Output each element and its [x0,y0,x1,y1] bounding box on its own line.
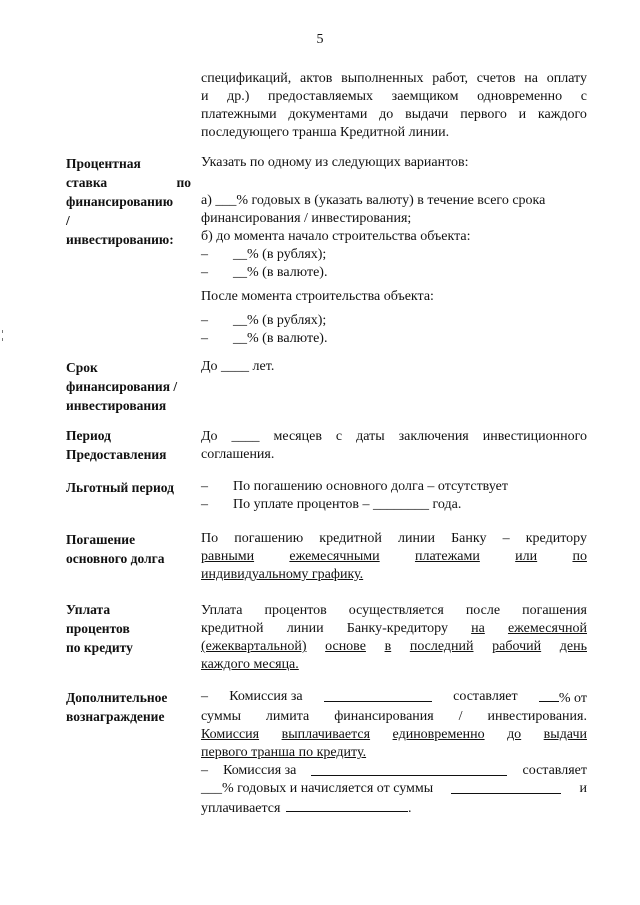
interest-heading: Указать по одному из следующих вариантов: [201,155,469,170]
word: По [201,531,219,546]
label-line: Процентная [66,156,141,171]
section-content [201,478,587,514]
payment-word: Банку-кредитору [346,621,448,636]
dash-marker: – [201,763,208,778]
intro-text [201,70,587,142]
section-label [66,358,191,415]
word: работ, [432,71,469,86]
section-label [66,600,191,657]
word: актов [300,71,333,86]
word: даты [356,429,385,444]
word: предоставляемых [268,89,374,104]
label-line: финансированию [66,194,174,209]
intro-line [201,70,587,88]
word: Комиссия [201,727,260,742]
section-label [66,426,191,464]
word: и [518,107,527,122]
label-line: основного долга [66,551,165,566]
word: погашения [522,603,587,618]
label-line: Предоставления [66,447,167,462]
word: Уплата [201,603,243,618]
dash-marker: – [201,497,208,512]
payment-line [201,620,587,638]
section-content [201,428,587,464]
rate-rub-item [201,246,587,264]
rate-cur-text: __% (в валюте). [233,265,328,280]
fee-text: составляет [453,689,518,704]
dash-marker: – [201,689,208,704]
section-label [66,688,191,726]
payment-word: ежемесячной [507,621,587,636]
word: с [335,429,343,444]
repayment-line [201,530,587,548]
grace-item-text: По уплате процентов – ________ года. [233,497,462,512]
word: выплачивается [281,727,371,742]
fee-line: первого транша по кредиту. [201,745,367,760]
payment-word: линии [286,621,324,636]
option-a-line: а) ___% годовых в (указать валюту) в течение всего срока [201,193,546,208]
fee-text: уплачивается [201,801,281,816]
word: и [201,89,209,104]
word: первого [460,107,507,122]
word: единовременно [392,727,485,742]
grace-item [201,496,587,514]
fee-line [201,708,587,726]
word: документами [288,107,368,122]
word: основе [325,639,366,654]
word: – [502,531,510,546]
label-line: Погашение [66,532,136,547]
word: др.) [227,89,250,104]
word: выдачи [543,727,587,742]
word: с [580,89,587,104]
rate-rub-item [201,312,587,330]
word: заключения [398,429,469,444]
fee-text: Комиссия за [229,689,303,704]
rate-cur-text: __% (в валюте). [233,331,328,346]
word: лимита [265,709,310,724]
word: выдачи [405,107,449,122]
fee-line: уплачивается . [201,798,587,818]
word: ежемесячными [289,549,380,564]
label-word: по [176,175,191,190]
after-heading: После момента строительства объекта: [201,289,434,304]
word: по [572,549,587,564]
word: спецификаций, [201,71,292,86]
repayment-line [201,548,587,566]
fee-blank-field[interactable] [451,780,561,794]
section-content [201,602,587,674]
dash-marker: – [201,479,208,494]
word: на [524,71,538,86]
fee-blank-field[interactable] [539,688,559,702]
word: кредитной [319,531,382,546]
word: одновременно [477,89,563,104]
fee-line [201,726,587,744]
rate-cur-item [201,264,587,282]
intro-line [201,106,587,124]
label-line: инвестирования [66,398,167,413]
word: / [458,709,463,724]
grace-item [201,478,587,496]
term-text: До ____ лет. [201,359,275,374]
rate-rub-text: __% (в рублях); [233,247,327,262]
label-line: по кредиту [66,640,133,655]
word: равными [201,549,255,564]
fee-blank-field[interactable] [286,798,408,812]
word: процентов [264,603,327,618]
word: после [465,603,501,618]
fee-blank-field[interactable] [324,688,432,702]
dash-marker: – [201,247,208,262]
section-content [201,358,587,376]
section-content [201,530,587,584]
word: выполненных [341,71,424,86]
section-content [201,688,587,818]
word: платежами [414,549,480,564]
word: До [201,429,218,444]
word: ____ [231,429,260,444]
fee-line [201,762,587,780]
word: суммы [201,709,241,724]
fee-blank-field[interactable] [311,762,507,776]
word: осуществляется [348,603,444,618]
label-line: Льготный период [66,480,174,495]
payment-word: на [471,621,485,636]
binding-mark [2,330,3,333]
fee-text: ___% годовых и начисляется от суммы [201,781,434,796]
fee-text: % от [558,691,587,706]
label-line [66,173,191,192]
label-line: Уплата [66,602,111,617]
option-a-line: финансирования / инвестирования; [201,211,412,226]
word: или [515,549,538,564]
word: Банку [451,531,487,546]
word: в [384,639,392,654]
fee-percent [539,688,587,708]
repayment-line: индивидуальному графику. [201,567,364,582]
word: последний [409,639,474,654]
fee-line [201,688,587,708]
word: счетов [476,71,516,86]
fee-text: Комиссия за [223,763,297,778]
page-number: 5 [316,32,324,47]
label-line: Дополнительное [66,690,168,705]
provision-line: соглашения. [201,447,275,462]
word: платежными [201,107,277,122]
grace-item-text: По погашению основного долга – отсутствует [233,479,508,494]
word: рабочий [492,639,542,654]
payment-line [201,638,587,656]
label-line: вознаграждение [66,709,165,724]
word: до [379,107,394,122]
word: месяцев [273,429,322,444]
word: (ежеквартальной) [201,639,307,654]
fee-text: составляет [522,763,587,778]
word: до [507,727,522,742]
word: кредитору [525,531,587,546]
binding-mark [2,338,3,341]
word: инвестиционного [482,429,587,444]
section-content [201,154,587,348]
word: оплату [546,71,587,86]
intro-line: последующего транша Кредитной линии. [201,125,450,140]
label-line: процентов [66,621,130,636]
label-line: финансирования / [66,379,178,394]
rate-cur-item [201,330,587,348]
label-line: Период [66,428,111,443]
word: каждого [537,107,587,122]
label-line: инвестированию: [66,232,174,247]
word: финансирования [334,709,434,724]
label-line: / [66,213,70,228]
word: инвестирования. [487,709,587,724]
intro-line [201,88,587,106]
rate-rub-text: __% (в рублях); [233,313,327,328]
provision-line [201,428,587,446]
section-label [66,530,191,568]
dash-marker: – [201,331,208,346]
label-word: ставка [66,175,108,190]
label-line: Срок [66,360,98,375]
payment-word: кредитной [201,621,264,636]
word: день [559,639,587,654]
word: линии [398,531,435,546]
payment-line [201,602,587,620]
word: погашению [234,531,304,546]
word: заемщиком [391,89,459,104]
section-label [66,478,191,497]
fee-text: и [579,781,587,796]
option-b-line: б) до момента начало строительства объекта: [201,229,471,244]
section-label [66,154,191,249]
payment-line: каждого месяца. [201,657,299,672]
dash-marker: – [201,313,208,328]
dash-marker: – [201,265,208,280]
fee-line [201,780,587,798]
